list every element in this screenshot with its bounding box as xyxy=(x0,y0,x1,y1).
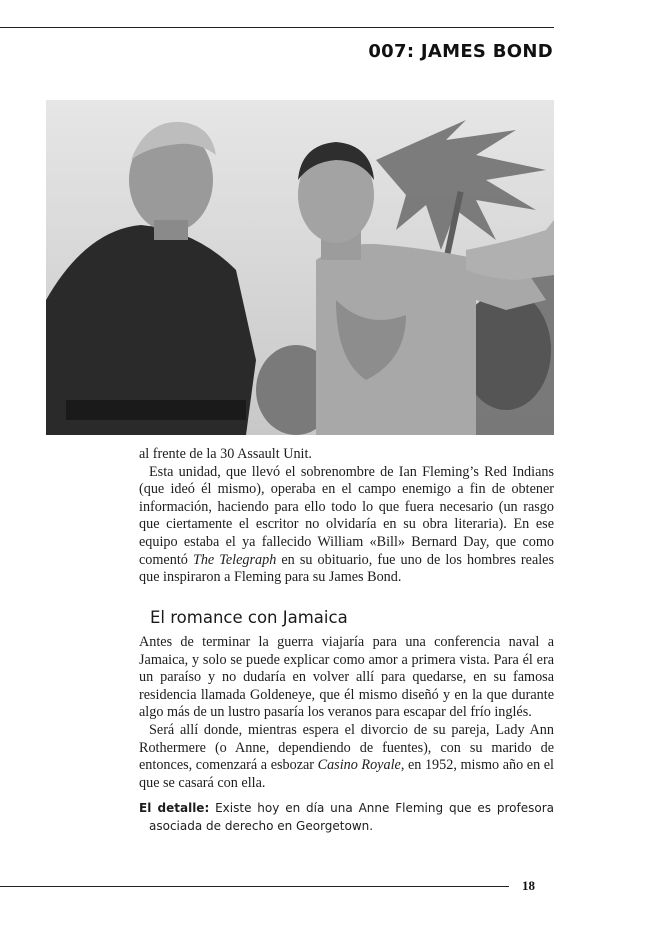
detail-note-text: Existe hoy en día una Anne Fleming que es profesora asociada de derecho en Georgetown. xyxy=(149,801,554,833)
photo-image-icon xyxy=(46,100,554,435)
paragraph-assault-unit xyxy=(139,464,554,587)
paragraph-continuation: al frente de la 30 Assault Unit. xyxy=(139,446,312,462)
running-header: 007: JAMES BOND xyxy=(368,41,553,62)
detail-note-label: El detalle: xyxy=(139,801,210,815)
photo-fleming-connery xyxy=(46,100,554,435)
body-text-top xyxy=(139,446,554,587)
section-heading: El romance con Jamaica xyxy=(150,608,348,627)
paragraph-text: Será allí donde, mientras espera el divorcio de su pareja, Lady Ann Rothermere (o Anne, dependiendo de fuentes), con su marido de entonces, comenzará a esbozar xyxy=(139,721,554,774)
paragraph-text-end: en su obituario, fue uno de los hombres reales que inspiraron a Fleming para su James Bond. xyxy=(139,551,554,586)
paragraph-jamaica: Antes de terminar la guerra viajaría para una conferencia naval a Jamaica, y solo se puede explicar como amor a primera vista. Para él era un paraíso y no dudaría en volver allí para quedarse, en su famosa residencia llamada Goldeneye, que él mismo diseñó y en la que durante algo más de un lustro pasaría los veranos para escapar del frío inglés. xyxy=(139,634,554,721)
paragraph-casino-royale xyxy=(139,722,554,792)
book-title: Casino Royale xyxy=(317,757,401,774)
body-text-section xyxy=(139,634,554,792)
paragraph-text: Esta unidad, que llevó el sobrenombre de Ian Fleming’s Red Indians (que ideó él mismo), operaba en el campo enemigo a fin de obtener información, haciendo para ello todo lo que fuera necesario (un rasgo que ciertamente el escritor no olvidaría en su obra literaria). En ese equipo estaba el ya fallecido William «Bill» Bernard Day, que como comentó xyxy=(139,463,554,568)
footer-rule xyxy=(0,886,509,887)
newspaper-title: The Telegraph xyxy=(192,551,277,568)
detail-note xyxy=(139,800,554,835)
page-number: 18 xyxy=(522,878,535,893)
header-rule xyxy=(0,27,554,28)
paragraph-text-end: , en 1952, mismo año en el que se casará con ella. xyxy=(139,757,554,791)
